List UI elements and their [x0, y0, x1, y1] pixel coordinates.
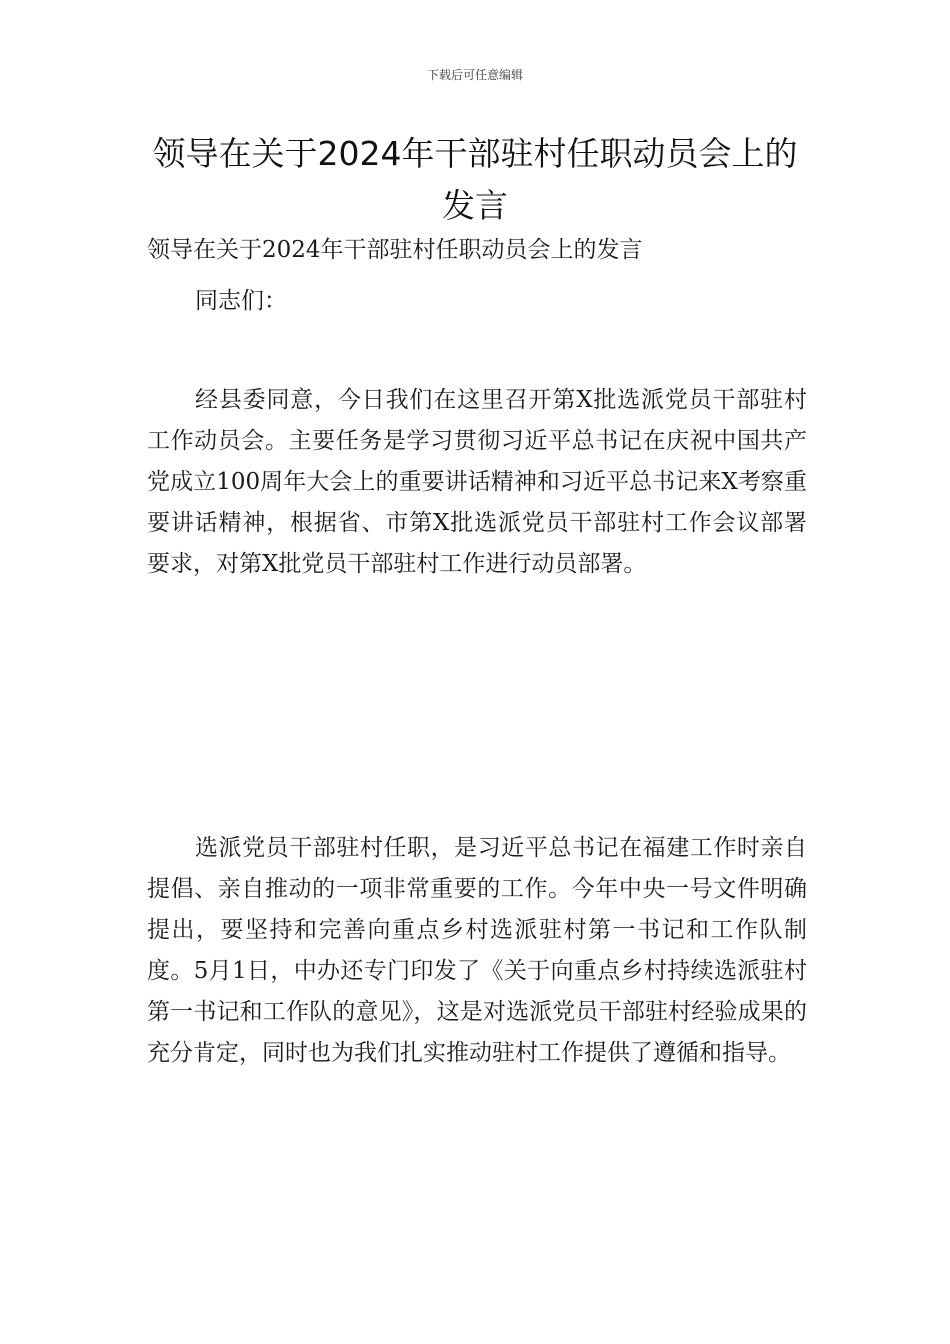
header-note: 下载后可任意编辑	[426, 68, 523, 82]
salutation: 同志们：	[195, 288, 287, 314]
paragraph: 选派党员干部驻村任职，是习近平总书记在福建工作时亲自提倡、亲自推动的一项非常重要的工作。今年中央一号文件明确提出，要坚持和完善向重点乡村选派驻村第一书记和工作队制度。5月1日，中办还专门印发了《关于向重点乡村持续选派驻村第一书记和工作队的意见》，这是对选派党员干部驻村经验成果的充分肯定，同时也为我们扎实推动驻村工作提供了遵循和指导。	[147, 835, 807, 1066]
paragraph: 经县委同意，今日我们在这里召开第X批选派党员干部驻村工作动员会。主要任务是学习贯彻习近平总书记在庆祝中国共产党成立100周年大会上的重要讲话精神和习近平总书记来X考察重要讲话精神，根据省、市第X批选派党员干部驻村工作会议部署要求，对第X批党员干部驻村工作进行动员部署。	[147, 387, 807, 577]
document-subtitle: 领导在关于2024年干部驻村任职动员会上的发言	[147, 237, 643, 263]
document-title: 领导在关于2024年干部驻村任职动员会上的发言	[152, 134, 798, 225]
